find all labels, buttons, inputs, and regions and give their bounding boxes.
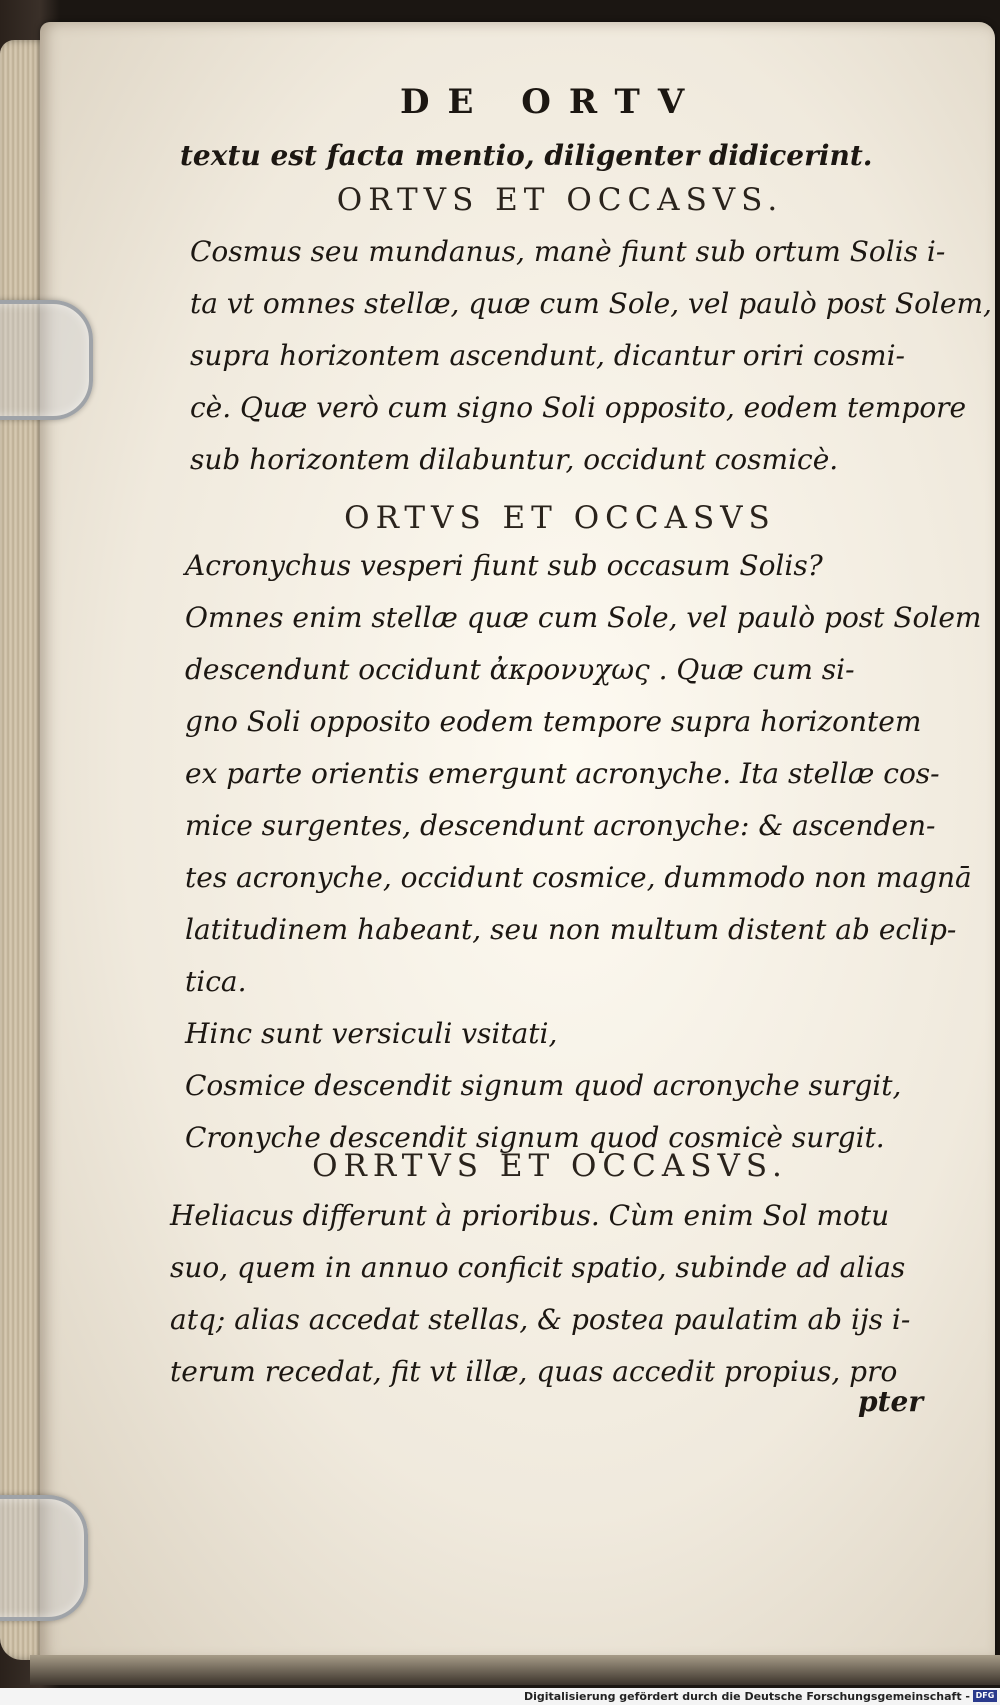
catchword: pter [858, 1385, 924, 1418]
intro-text [180, 130, 940, 182]
section-heading: ORRTVS ET OCCASVS. [312, 1148, 788, 1184]
running-head: DE ORTV [400, 82, 703, 122]
text-line: mice surgentes, descendunt acronyche: & ascenden- [185, 809, 936, 842]
text-line: Cosmice descendit signum quod acronyche surgit, [185, 1069, 902, 1102]
text-line: gno Soli opposito eodem tempore supra horizontem [185, 705, 922, 738]
text-line: Heliacus differunt à prioribus. Cùm enim Sol motu [170, 1199, 890, 1232]
text-line: tes acronyche, occidunt cosmice, dummodo non magnā [185, 861, 972, 894]
section-heading: ORTVS ET OCCASVS [344, 500, 776, 536]
section-acronychal [180, 500, 982, 1164]
digitization-credit: Digitalisierung gefördert durch die Deutsche Forschungsgemeinschaft - [523, 1690, 970, 1703]
text-line: Cronyche descendit signum quod cosmicè surgit. [185, 1121, 885, 1154]
text-line: cè. Quæ verò cum signo Soli opposito, eodem tempore [190, 391, 967, 424]
text-line: ta vt omnes stellæ, quæ cum Sole, vel paulò post Solem, [190, 287, 992, 320]
text-line: latitudinem habeant, seu non multum distent ab eclip- [185, 913, 957, 946]
text-line: suo, quem in annuo conficit spatio, subinde ad alias [170, 1251, 906, 1284]
page-clip-top [0, 300, 93, 420]
text-line: textu est facta mentio, diligenter didicerint. [180, 139, 873, 172]
text-line: ex parte orientis emergunt acronyche. Ita stellæ cos- [185, 757, 940, 790]
section-cosmic [180, 182, 992, 486]
text-line: descendunt occidunt ἀκρονυχως . Quæ cum si- [185, 653, 855, 686]
section-heading: ORTVS ET OCCASVS. [336, 182, 784, 218]
text-line: terum recedat, fit vt illæ, quas accedit propius, pro [170, 1355, 898, 1388]
text-line: tica. [185, 965, 247, 998]
page-bottom-shadow [30, 1655, 1000, 1685]
section-heliacal [170, 1148, 930, 1398]
text-line: Cosmus seu mundanus, manè fiunt sub ortum Solis i- [190, 235, 946, 268]
page-clip-bottom [0, 1495, 88, 1621]
text-line: atq; alias accedat stellas, & postea paulatim ab ijs i- [170, 1303, 911, 1336]
text-line: Hinc sunt versiculi vsitati, [185, 1017, 558, 1050]
text-line: Acronychus vesperi fiunt sub occasum Solis? [185, 549, 823, 582]
text-line: sub horizontem dilabuntur, occidunt cosmicè. [190, 443, 839, 476]
dfg-logo: DFG [973, 1690, 997, 1702]
text-line: supra horizontem ascendunt, dicantur oriri cosmi- [190, 339, 906, 372]
text-line: Omnes enim stellæ quæ cum Sole, vel paulò post Solem [185, 601, 982, 634]
